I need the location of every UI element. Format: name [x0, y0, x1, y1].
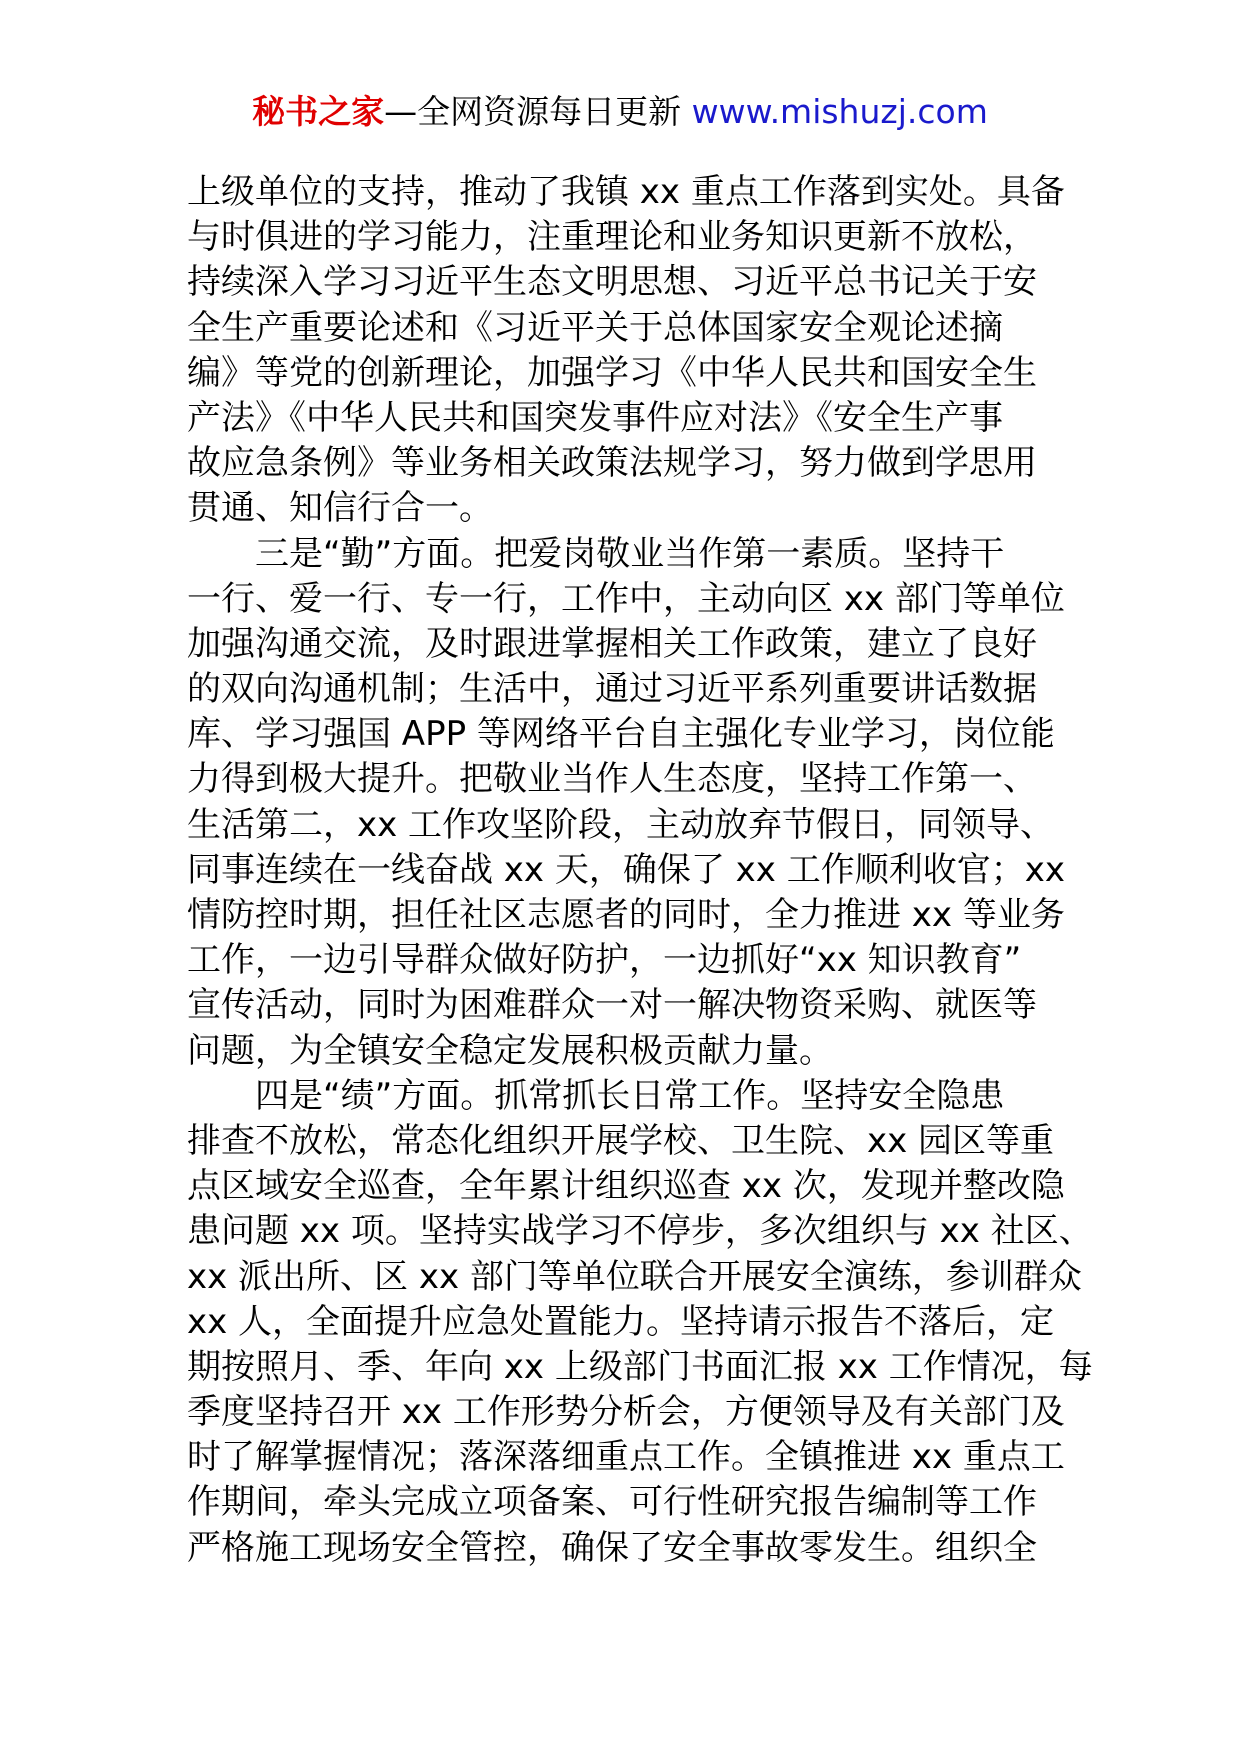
text-line: 力得到极大提升。把敬业当作人生态度，坚持工作第一、: [187, 759, 1037, 800]
text-line: 与时俱进的学习能力，注重理论和业务知识更新不放松，: [187, 217, 1037, 258]
header-slogan: —全网资源每日更新: [384, 92, 682, 131]
text-line: 宣传活动，同时为困难群众一对一解决物资采购、就医等: [187, 985, 1037, 1026]
paragraph-start-line: 四是“绩”方面。抓常抓长日常工作。坚持安全隐患: [255, 1075, 1005, 1116]
text-line: 一行、爱一行、专一行，工作中，主动向区 xx 部门等单位: [187, 578, 1065, 619]
text-line: 时了解掌握情况；落深落细重点工作。全镇推进 xx 重点工: [187, 1437, 1065, 1478]
text-line: 贯通、知信行合一。: [187, 488, 493, 529]
text-line: 患问题 xx 项。坚持实战学习不停步，多次组织与 xx 社区、: [187, 1211, 1093, 1252]
text-line: 持续深入学习习近平生态文明思想、习近平总书记关于安: [187, 262, 1037, 303]
text-line: 故应急条例》等业务相关政策法规学习，努力做到学思用: [187, 443, 1037, 484]
text-line: 问题，为全镇安全稳定发展积极贡献力量。: [187, 1030, 833, 1071]
text-line: 加强沟通交流，及时跟进掌握相关工作政策，建立了良好: [187, 623, 1037, 664]
text-line: 工作，一边引导群众做好防护，一边抓好“xx 知识教育”: [187, 940, 1022, 981]
text-line: 作期间，牵头完成立项备案、可行性研究报告编制等工作: [187, 1482, 1037, 1523]
page-header: [0, 92, 1240, 132]
document-body: [187, 170, 1093, 1571]
text-line: 情防控时期，担任社区志愿者的同时，全力推进 xx 等业务: [187, 895, 1065, 935]
text-line: 严格施工现场安全管控，确保了安全事故零发生。组织全: [187, 1527, 1037, 1568]
text-line: 季度坚持召开 xx 工作形势分析会，方便领导及有关部门及: [187, 1392, 1065, 1433]
text-line: 排查不放松，常态化组织开展学校、卫生院、xx 园区等重: [187, 1120, 1055, 1161]
text-line: 编》等党的创新理论，加强学习《中华人民共和国安全生: [187, 352, 1037, 393]
text-line: 点区域安全巡查，全年累计组织巡查 xx 次，发现并整改隐: [187, 1166, 1065, 1207]
text-line: 上级单位的支持，推动了我镇 xx 重点工作落到实处。具备: [187, 172, 1065, 212]
text-line: xx 人，全面提升应急处置能力。坚持请示报告不落后，定: [187, 1301, 1055, 1342]
text-line: 产法》《中华人民共和国突发事件应对法》《安全生产事: [187, 397, 1003, 438]
text-line: 全生产重要论述和《习近平关于总体国家安全观论述摘: [187, 307, 1003, 348]
brand-name: 秘书之家: [252, 92, 385, 131]
paragraph-start-line: 三是“勤”方面。把爱岗敬业当作第一素质。坚持干: [255, 533, 1005, 574]
text-line: 期按照月、季、年向 xx 上级部门书面汇报 xx 工作情况，每: [187, 1346, 1093, 1387]
text-line: 同事连续在一线奋战 xx 天，确保了 xx 工作顺利收官；xx: [187, 849, 1065, 890]
text-line: 生活第二，xx 工作攻坚阶段，主动放弃节假日，同领导、: [187, 804, 1055, 845]
text-line: 的双向沟通机制；生活中，通过习近平系列重要讲话数据: [187, 669, 1037, 710]
website-link[interactable]: www.mishuzj.com: [691, 92, 988, 131]
text-line: xx 派出所、区 xx 部门等单位联合开展安全演练，参训群众: [187, 1256, 1082, 1297]
text-line: 库、学习强国 APP 等网络平台自主强化专业学习，岗位能: [187, 714, 1055, 755]
